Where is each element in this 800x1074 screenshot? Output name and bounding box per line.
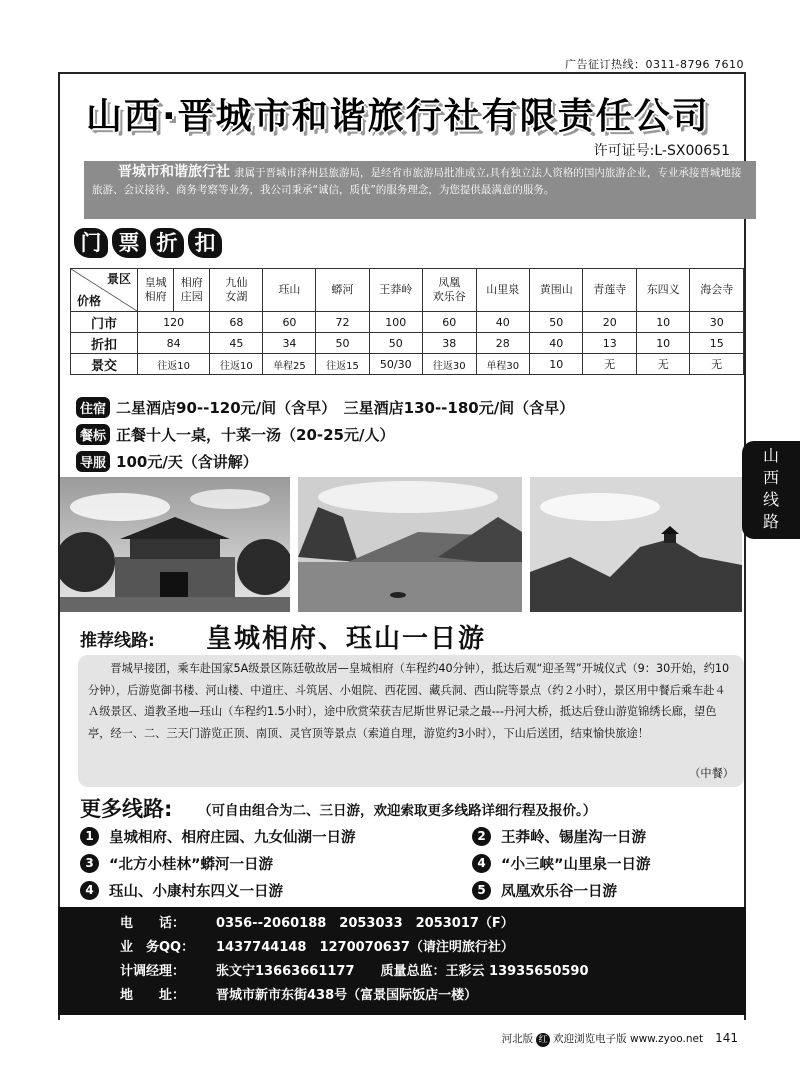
table-cell: 20 bbox=[583, 312, 636, 333]
ticket-discount-heading bbox=[74, 228, 222, 258]
route-item bbox=[472, 826, 646, 847]
intro-text: 隶属于晋城市泽州县旅游局，是经省市旅游局批准成立,具有独立法人资格的国内旅游企业，专业承接晋城地接旅游、会议接待、商务考察等业务，我公司秉承“诚信，质优”的服务理念，为您提供最满意的服务。 bbox=[92, 167, 742, 196]
table-cell: 10 bbox=[636, 312, 689, 333]
company-title: 山西·晋城市和谐旅行社有限责任公司 bbox=[86, 96, 710, 137]
table-cell: 单程25 bbox=[263, 354, 316, 375]
row-label: 景交 bbox=[71, 354, 138, 375]
footer-edition: 河北版 bbox=[501, 1033, 534, 1045]
heading-char: 门 bbox=[74, 228, 108, 258]
route-text: 皇城相府、相府庄园、九女仙湖一日游 bbox=[109, 830, 356, 846]
row-label: 折扣 bbox=[71, 333, 138, 354]
header-cell: 蟒河 bbox=[316, 269, 369, 312]
header-cell: 青莲寺 bbox=[583, 269, 636, 312]
table-cell: 无 bbox=[690, 354, 744, 375]
intro-company-name: 晋城市和谐旅行社 bbox=[118, 164, 230, 180]
table-row bbox=[71, 333, 744, 354]
table-cell: 38 bbox=[423, 333, 476, 354]
table-cell: 13 bbox=[583, 333, 636, 354]
corner-bottom: 价格 bbox=[77, 294, 102, 308]
table-cell: 84 bbox=[138, 333, 210, 354]
route-item bbox=[80, 880, 283, 901]
recommended-label: 推荐线路: bbox=[80, 631, 155, 651]
table-cell: 68 bbox=[210, 312, 263, 333]
route-number: 4 bbox=[80, 881, 99, 900]
header-cell: 相府 庄园 bbox=[174, 269, 210, 312]
route-text: “小三峡”山里泉一日游 bbox=[501, 857, 651, 873]
route-item bbox=[80, 853, 273, 874]
row-label: 门市 bbox=[71, 312, 138, 333]
route-item bbox=[472, 880, 617, 901]
contact-address: 地 址： 晋城市新市东街438号（富景国际饭店一楼） bbox=[120, 988, 478, 1003]
intro-box bbox=[84, 161, 756, 219]
contact-block bbox=[58, 907, 746, 1015]
table-cell: 120 bbox=[138, 312, 210, 333]
route-number: 3 bbox=[80, 854, 99, 873]
more-routes-label: 更多线路: bbox=[80, 797, 173, 821]
table-cell: 50/30 bbox=[369, 354, 422, 375]
itinerary-text: 晋城早接团，乘车赴国家5A级景区陈廷敬故居—皇城相府（车程约40分钟），抵达后观“迎圣驾”开城仪式（9：30开始，约10分钟），后游览御书楼、河山楼、中道庄、斗筑居、小姐院、西花园、藏兵洞、西山院等景点（约２小时），景区用中餐后乘车赴４Ａ级景区、道教圣地—珏山（车程约1.5小时），途中欣赏荣获吉尼斯世界记录之最---丹河大桥，抵达后登山游览锦绣长廊，望色亭，经一、二、三天门游览正顶、南顶、灵官顶等景点（索道自理，游览约3小时），下山后送团，结束愉快旅途！ bbox=[88, 662, 730, 740]
route-number: 2 bbox=[472, 827, 491, 846]
itinerary-box bbox=[78, 655, 744, 787]
guide-text: 100元/天（含讲解） bbox=[116, 453, 258, 471]
table-cell: 40 bbox=[476, 312, 529, 333]
photo-lake-mountains bbox=[298, 477, 522, 612]
ad-hotline: 广告征订热线：0311-8796 7610 bbox=[565, 58, 744, 71]
route-text: 凤凰欢乐谷一日游 bbox=[501, 884, 617, 900]
lodging-tag: 住宿 bbox=[76, 397, 110, 418]
table-cell: 10 bbox=[636, 333, 689, 354]
meal-line bbox=[76, 424, 394, 445]
meal-text: 正餐十人一桌，十菜一汤（20-25元/人） bbox=[116, 426, 395, 444]
lodging-line bbox=[76, 397, 574, 418]
table-cell: 60 bbox=[263, 312, 316, 333]
table-cell: 无 bbox=[583, 354, 636, 375]
contact-phone: 电 话： 0356--2060188 2053033 2053017（F） bbox=[120, 916, 514, 931]
table-cell: 30 bbox=[690, 312, 744, 333]
heading-char: 票 bbox=[112, 228, 146, 258]
header-cell: 凤凰 欢乐谷 bbox=[423, 269, 476, 312]
side-tab-shanxi-routes: 山 西 线 路 bbox=[742, 441, 800, 539]
contact-manager: 计调经理： 张文宁13663661177 质量总监：王彩云 13935650590 bbox=[120, 964, 589, 979]
table-cell: 往返15 bbox=[316, 354, 369, 375]
route-item bbox=[472, 853, 651, 874]
guide-tag: 导服 bbox=[76, 451, 110, 472]
table-cell: 50 bbox=[529, 312, 582, 333]
page-footer bbox=[502, 1031, 738, 1047]
meal-tag: 餐标 bbox=[76, 424, 110, 445]
guide-line bbox=[76, 451, 258, 472]
route-text: 王莽岭、锡崖沟一日游 bbox=[501, 830, 646, 846]
footer-website: 欢迎浏览电子版 www.zyoo.net bbox=[553, 1033, 704, 1045]
table-cell: 往返10 bbox=[138, 354, 210, 375]
route-text: 珏山、小康村东四义一日游 bbox=[109, 884, 283, 900]
table-row bbox=[71, 312, 744, 333]
header-cell: 黄围山 bbox=[529, 269, 582, 312]
table-cell: 72 bbox=[316, 312, 369, 333]
route-number: 5 bbox=[472, 881, 491, 900]
table-cell: 50 bbox=[316, 333, 369, 354]
lodging-text: 二星酒店90--120元/间（含早） 三星酒店130--180元/间（含早） bbox=[116, 399, 575, 417]
footer-badge-icon: 红 bbox=[536, 1033, 550, 1047]
photo-mountain-peak bbox=[530, 477, 742, 612]
header-cell: 九仙 女湖 bbox=[210, 269, 263, 312]
contact-qq: 业 务QQ： 1437744148 1270070637（请注明旅行社） bbox=[120, 940, 514, 955]
table-cell: 100 bbox=[369, 312, 422, 333]
license-number: 许可证号:L-SX00651 bbox=[593, 143, 730, 159]
heading-char: 折 bbox=[150, 228, 184, 258]
table-cell: 15 bbox=[690, 333, 744, 354]
heading-char: 扣 bbox=[188, 228, 222, 258]
more-routes-note: （可自由组合为二、三日游，欢迎索取更多线路详细行程及报价。） bbox=[198, 803, 597, 819]
header-cell: 王莽岭 bbox=[369, 269, 422, 312]
header-cell: 山里泉 bbox=[476, 269, 529, 312]
table-cell: 60 bbox=[423, 312, 476, 333]
table-cell: 28 bbox=[476, 333, 529, 354]
corner-top: 景区 bbox=[106, 272, 131, 286]
table-row bbox=[71, 354, 744, 375]
header-cell: 皇城 相府 bbox=[138, 269, 174, 312]
corner-cell bbox=[71, 269, 138, 312]
route-number: 1 bbox=[80, 827, 99, 846]
route-text: “北方小桂林”蟒河一日游 bbox=[109, 857, 274, 873]
table-cell: 45 bbox=[210, 333, 263, 354]
table-cell: 往返10 bbox=[210, 354, 263, 375]
route-item bbox=[80, 826, 356, 847]
itinerary-meal: （中餐） bbox=[689, 766, 734, 780]
table-cell: 34 bbox=[263, 333, 316, 354]
table-cell: 50 bbox=[369, 333, 422, 354]
table-cell: 单程30 bbox=[476, 354, 529, 375]
table-header-row bbox=[71, 269, 744, 312]
photo-palace-gate bbox=[60, 477, 290, 612]
header-cell: 海会寺 bbox=[690, 269, 744, 312]
table-cell: 10 bbox=[529, 354, 582, 375]
header-cell: 东四义 bbox=[636, 269, 689, 312]
price-table bbox=[70, 268, 744, 375]
recommended-route-title: 皇城相府、珏山一日游 bbox=[206, 624, 487, 654]
route-number: 4 bbox=[472, 854, 491, 873]
table-cell: 无 bbox=[636, 354, 689, 375]
page-number: 141 bbox=[715, 1031, 738, 1045]
table-cell: 往返30 bbox=[423, 354, 476, 375]
table-cell: 40 bbox=[529, 333, 582, 354]
header-cell: 珏山 bbox=[263, 269, 316, 312]
